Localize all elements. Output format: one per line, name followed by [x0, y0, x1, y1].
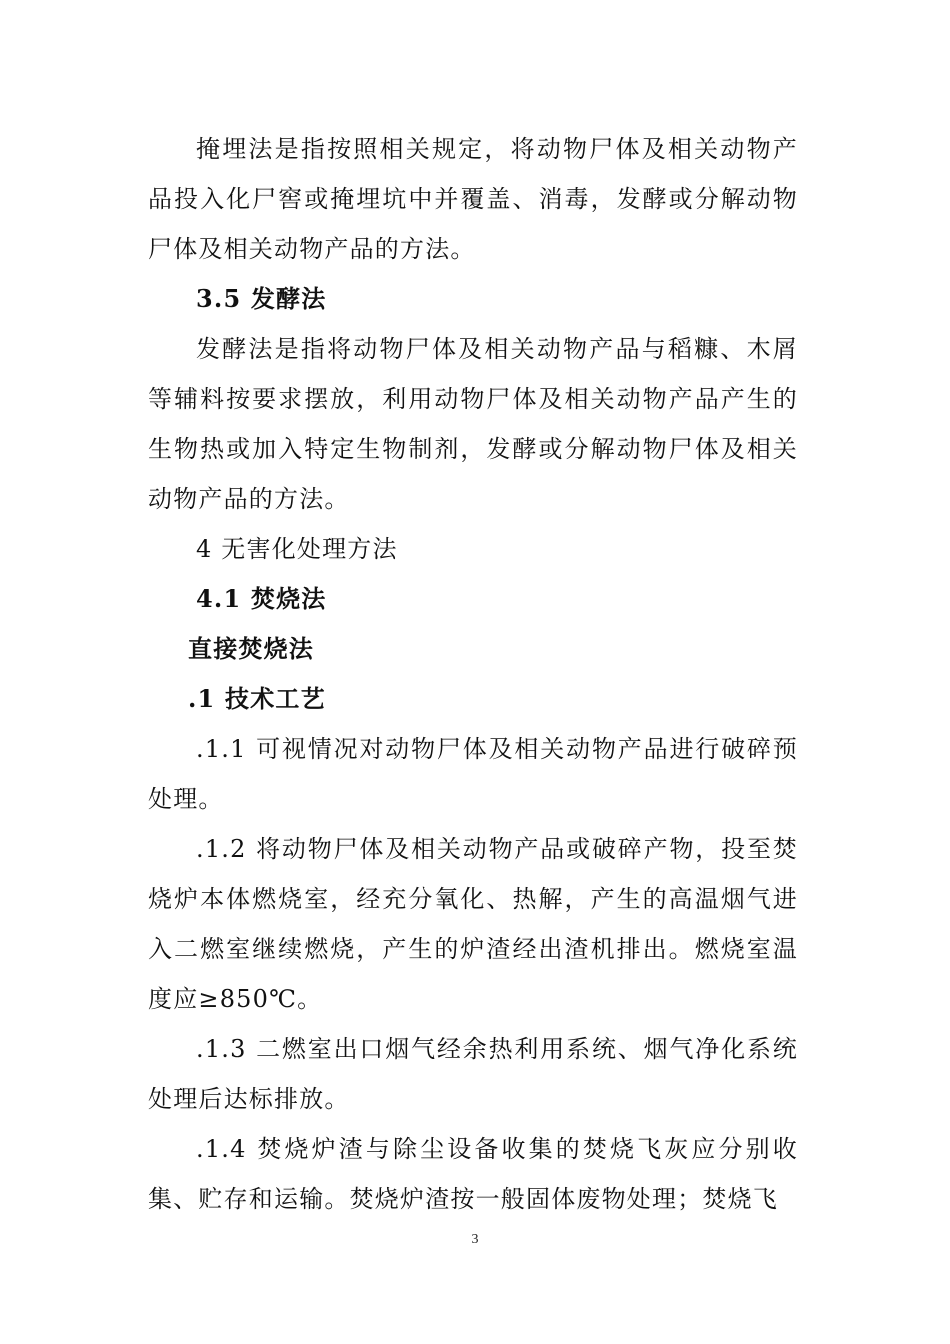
section-heading-4-1: 4.1 焚烧法 — [196, 584, 327, 613]
page-content — [148, 124, 798, 1224]
section-heading-direct-incineration: 直接焚烧法 — [188, 634, 314, 663]
process-item-1-3: .1.3 二燃室出口烟气经余热利用系统、烟气净化系统处理后达标排放。 — [148, 1035, 798, 1113]
section-heading-3-5: 3.5 发酵法 — [196, 284, 327, 313]
process-item-1-2: .1.2 将动物尸体及相关动物产品或破碎产物，投至焚烧炉本体燃烧室，经充分氧化、热解，产生的高温烟气进入二燃室继续燃烧，产生的炉渣经出渣机排出。燃烧室温度应≥850℃。 — [148, 835, 798, 1013]
process-item-1-1: .1.1 可视情况对动物尸体及相关动物产品进行破碎预处理。 — [148, 735, 798, 813]
burial-method-definition: 掩埋法是指按照相关规定，将动物尸体及相关动物产品投入化尸窖或掩埋坑中并覆盖、消毒，发酵或分解动物尸体及相关动物产品的方法。 — [148, 135, 798, 263]
fermentation-method-definition: 发酵法是指将动物尸体及相关动物产品与稻糠、木屑等辅料按要求摆放，利用动物尸体及相关动物产品产生的生物热或加入特定生物制剂，发酵或分解动物尸体及相关动物产品的方法。 — [148, 335, 798, 513]
page-number: 3 — [471, 1232, 479, 1247]
section-heading-technical-process: .1 技术工艺 — [188, 684, 326, 713]
section-heading-4: 4 无害化处理方法 — [196, 535, 398, 563]
process-item-1-4: .1.4 焚烧炉渣与除尘设备收集的焚烧飞灰应分别收集、贮存和运输。焚烧炉渣按一般固体废物处理；焚烧飞 — [148, 1135, 798, 1213]
